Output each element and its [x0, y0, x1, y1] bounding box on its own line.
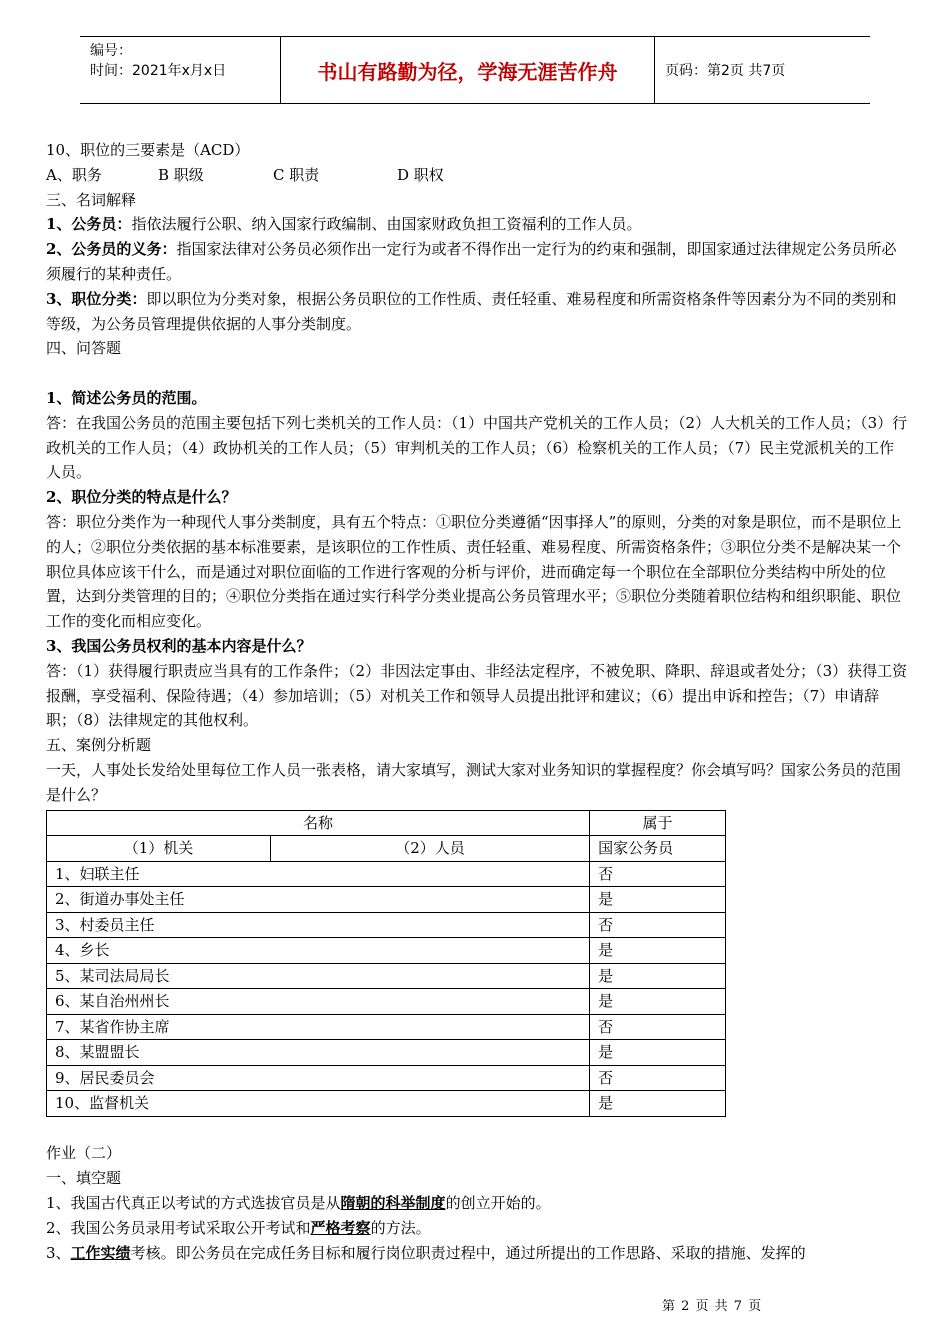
- row-name: 4、乡长: [47, 938, 590, 964]
- row-belong: 否: [590, 1065, 726, 1091]
- table-sub-org: （1）机关: [47, 836, 271, 862]
- table-row: [47, 989, 726, 1015]
- fill-text: 2、我国公务员录用考试采取公开考试和: [46, 1218, 311, 1237]
- definition-2: [46, 237, 908, 287]
- row-belong: 否: [590, 1014, 726, 1040]
- table-row: [47, 1040, 726, 1066]
- table-row: [47, 1014, 726, 1040]
- row-name: 2、街道办事处主任: [47, 887, 590, 913]
- option-a: A、职务: [46, 165, 102, 184]
- time-label: 时间：2021年x月x日: [90, 63, 227, 79]
- fill-blank-2: [46, 1216, 908, 1241]
- row-belong: 是: [590, 963, 726, 989]
- homework-sub: 一、填空题: [46, 1169, 122, 1188]
- question-1: 1、简述公务员的范围。: [46, 388, 207, 407]
- definition-term: 2、公务员的义务：: [46, 240, 177, 259]
- case-table: [46, 810, 726, 1117]
- fill-text: 的方法。: [370, 1218, 431, 1237]
- serial-label: 编号：: [90, 43, 132, 59]
- option-d: D 职权: [397, 165, 444, 184]
- row-belong: 否: [590, 912, 726, 938]
- table-sub-person: （2）人员: [271, 836, 590, 862]
- row-name: 5、某司法局局长: [47, 963, 590, 989]
- definition-3: [46, 287, 908, 337]
- row-name: 10、监督机关: [47, 1091, 590, 1117]
- row-name: 3、村委员主任: [47, 912, 590, 938]
- fill-answer: 隋朝的科举制度: [340, 1193, 446, 1212]
- fill-text: 的创立开始的。: [445, 1193, 551, 1212]
- header-meta: [80, 37, 281, 103]
- question-3: 3、我国公务员权利的基本内容是什么？: [46, 636, 312, 655]
- page-footer: 第 2 页 共 7 页: [662, 1299, 763, 1314]
- definition-term: 1、公务员：: [46, 215, 132, 234]
- row-name: 6、某自治州州长: [47, 989, 590, 1015]
- section-3-title: 三、名词解释: [46, 190, 137, 209]
- row-belong: 是: [590, 989, 726, 1015]
- option-b: B 职级: [158, 165, 204, 184]
- section-4-title: 四、问答题: [46, 339, 122, 358]
- row-belong: 是: [590, 887, 726, 913]
- document-body: [46, 138, 908, 1265]
- case-intro: 一天，人事处长发给处里每位工作人员一张表格，请大家填写，测试大家对业务知识的掌握程度？你会填写吗？国家公务员的范围是什么？: [46, 760, 902, 804]
- row-belong: 是: [590, 1040, 726, 1066]
- section-5-title: 五、案例分析题: [46, 736, 152, 755]
- definition-text: 即以职位为分类对象，根据公务员职位的工作性质、责任轻重、难易程度和所需资格条件等因素分为不同的类别和等级，为公务员管理提供依据的人事分类制度。: [46, 289, 897, 333]
- fill-text: 考核。即公务员在完成任务目标和履行岗位职责过程中，通过所提出的工作思路、采取的措施、发挥的: [130, 1243, 806, 1262]
- answer-1: 答：在我国公务员的范围主要包括下列七类机关的工作人员：（1）中国共产党机关的工作人员；（2）人大机关的工作人员；（3）行政机关的工作人员；（4）政协机关的工作人员；（5）审判机关的工作人员；（6）检察机关的工作人员；（7）民主党派机关的工作人员。: [46, 413, 908, 482]
- fill-blank-3: [46, 1241, 908, 1266]
- definition-text: 指依法履行公职、纳入国家行政编制、由国家财政负担工资福利的工作人员。: [131, 215, 642, 234]
- table-row: [47, 887, 726, 913]
- question-10: 10、职位的三要素是（ACD）: [46, 141, 250, 159]
- definition-term: 3、职位分类：: [46, 289, 147, 308]
- row-belong: 是: [590, 1091, 726, 1117]
- fill-text: 3、: [46, 1243, 71, 1262]
- option-c: C 职责: [273, 165, 320, 184]
- table-row: [47, 1091, 726, 1117]
- definition-1: [46, 212, 908, 237]
- row-belong: 是: [590, 938, 726, 964]
- page-header: [80, 36, 870, 104]
- definition-text: 指国家法律对公务员必须作出一定行为或者不得作出一定行为的约束和强制，即国家通过法律规定公务员所必须履行的某种责任。: [46, 240, 897, 283]
- answer-2: 答：职位分类作为一种现代人事分类制度，具有五个特点：①职位分类遵循“因事择人”的原则，分类的对象是职位，而不是职位上的人；②职位分类依据的基本标准要素，是该职位的工作性质、责任轻重、难易程度、所需资格条件；③职位分类不是解决某一个职位具体应该干什么，而是通过对职位面临的工作进行客观的分析与评价，进而确定每一个职位在全部职位分类结构中所处的位置，达到分类管理的目的；④职位分类指在通过实行科学分类业提高公务员管理水平；⑤职位分类随着职位结构和组织职能、职位工作的变化而相应变化。: [46, 512, 902, 631]
- table-row: [47, 912, 726, 938]
- row-name: 9、居民委员会: [47, 1065, 590, 1091]
- row-belong: 否: [590, 861, 726, 887]
- row-name: 1、妇联主任: [47, 861, 590, 887]
- table-row: [47, 963, 726, 989]
- table-head-name: 名称: [47, 810, 590, 836]
- fill-text: 1、我国古代真正以考试的方式选拔官员是从: [46, 1193, 341, 1212]
- row-name: 8、某盟盟长: [47, 1040, 590, 1066]
- question-2: 2、职位分类的特点是什么？: [46, 488, 237, 507]
- answer-3: 答：（1）获得履行职责应当具有的工作条件；（2）非因法定事由、非经法定程序，不被免职、降职、辞退或者处分；（3）获得工资报酬，享受福利、保险待遇；（4）参加培训；（5）对机关工作和领导人员提出批评和建议；（6）提出申诉和控告；（7）申请辞职；（8）法律规定的其他权利。: [46, 661, 908, 730]
- fill-answer: 工作实绩: [70, 1243, 131, 1262]
- table-sub-civil: 国家公务员: [590, 836, 726, 862]
- header-page-info: 页码：第2页 共7页: [665, 63, 786, 79]
- table-row: [47, 938, 726, 964]
- homework-title: 作业（二）: [46, 1144, 122, 1163]
- table-row: [47, 1065, 726, 1091]
- table-head-belong: 属于: [590, 810, 726, 836]
- row-name: 7、某省作协主席: [47, 1014, 590, 1040]
- fill-answer: 严格考察: [310, 1218, 371, 1237]
- header-motto: 书山有路勤为径，学海无涯苦作舟: [281, 37, 655, 103]
- question-10-options: [46, 163, 908, 188]
- table-row: [47, 861, 726, 887]
- fill-blank-1: [46, 1191, 908, 1216]
